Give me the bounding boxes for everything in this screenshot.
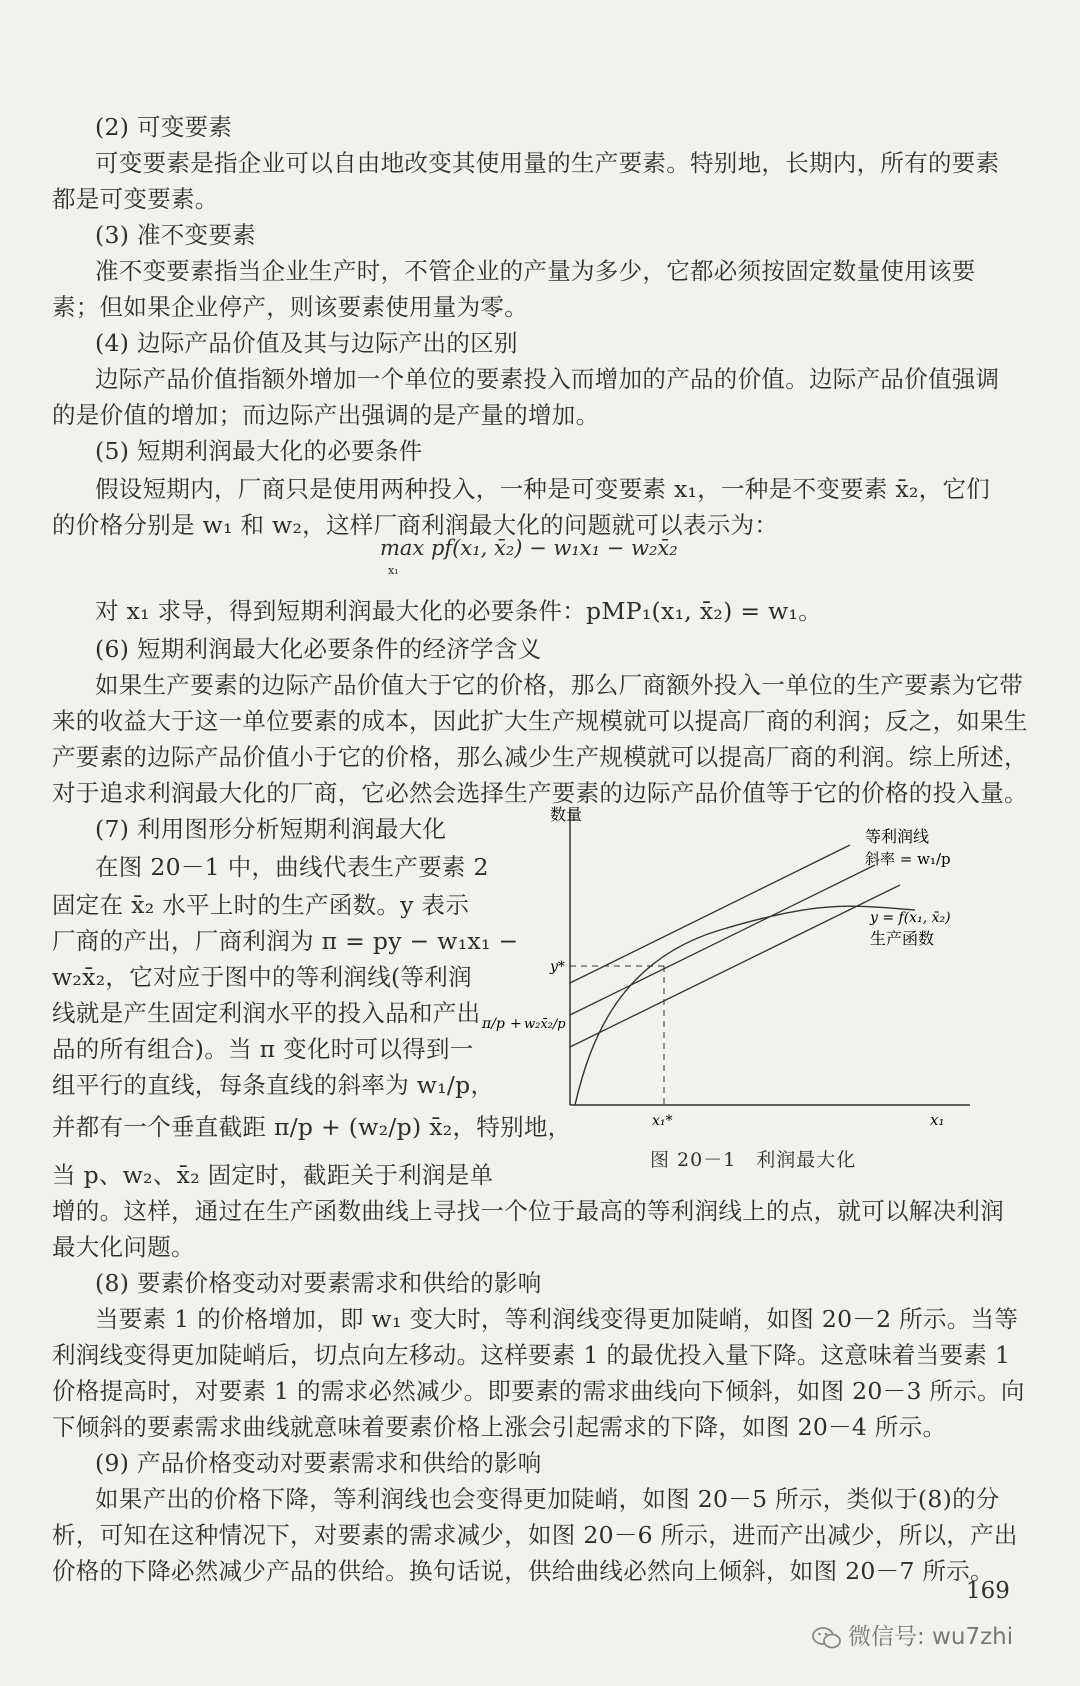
isoprofit-line-2 <box>570 865 875 1015</box>
intercept-plus: + <box>510 1016 522 1032</box>
y-star-label: y* <box>550 959 565 975</box>
body-line: 对于追求利润最大化的厂商，它必然会选择生产要素的边际产品价值等于它的价格的投入量。 <box>52 779 1028 807</box>
body-line: 利润线变得更加陡峭后，切点向左移动。这样要素 1 的最优投入量下降。这意味着当要素 1 <box>52 1341 1011 1369</box>
body-line: 组平行的直线，每条直线的斜率为 w₁/p， <box>52 1071 495 1099</box>
body-line: 边际产品价值指额外增加一个单位的要素投入而增加的产品的价值。边际产品价值强调 <box>95 365 1000 393</box>
profit-max-figure <box>482 800 1040 1150</box>
body-line: 固定在 x̄₂ 水平上时的生产函数。y 表示 <box>52 891 470 919</box>
x-axis-label: x₁ <box>930 1111 945 1129</box>
x-star-label: x₁* <box>652 1113 673 1129</box>
body-line: (5) 短期利润最大化的必要条件 <box>95 437 423 465</box>
wechat-watermark <box>812 1618 1013 1651</box>
body-line: (4) 边际产品价值及其与边际产出的区别 <box>95 329 518 357</box>
body-line: 素；但如果企业停产，则该要素使用量为零。 <box>52 293 528 321</box>
body-line: 准不变要素指当企业生产时，不管企业的产量为多少，它都必须按固定数量使用该要 <box>95 257 976 285</box>
body-line: 当 p、w₂、x̄₂ 固定时，截距关于利润是单 <box>52 1161 494 1189</box>
watermark-text: 微信号: wu7zhi <box>848 1624 1014 1650</box>
body-line: 如果产出的价格下降，等利润线也会变得更加陡峭，如图 20－5 所示，类似于(8)的分 <box>95 1485 1000 1513</box>
body-line: 如果生产要素的边际产品价值大于它的价格，那么厂商额外投入一单位的生产要素为它带 <box>95 671 1024 699</box>
intercept-w2-label: w₂x̄₂/p <box>524 1017 566 1032</box>
body-line: (8) 要素价格变动对要素需求和供给的影响 <box>95 1269 542 1297</box>
intercept-pi-label: π/p <box>482 1016 505 1032</box>
body-line: w₂x̄₂，它对应于图中的等利润线(等利润 <box>52 963 472 991</box>
body-line: (9) 产品价格变动对要素需求和供给的影响 <box>95 1449 542 1477</box>
profit-max-formula <box>380 536 678 577</box>
wechat-icon <box>812 1626 842 1650</box>
body-line: (3) 准不变要素 <box>95 221 256 249</box>
body-line: 来的收益大于这一单位要素的成本，因此扩大生产规模就可以提高厂商的利润；反之，如果生 <box>52 707 1028 735</box>
slope-label: 斜率 = w₁/p <box>865 850 951 868</box>
body-line: 假设短期内，厂商只是使用两种投入，一种是可变要素 x₁，一种是不变要素 x̄₂，它们 <box>95 475 991 503</box>
body-line: 在图 20－1 中，曲线代表生产要素 2 <box>95 853 489 881</box>
body-line: 价格提高时，对要素 1 的需求必然减少。即要素的需求曲线向下倾斜，如图 20－3 所示。向 <box>52 1377 1025 1405</box>
body-line: 都是可变要素。 <box>52 185 219 213</box>
isoprofit-line-1 <box>570 845 850 983</box>
body-line: 并都有一个垂直截距 π/p + (w₂/p) x̄₂，特别地， <box>52 1113 572 1141</box>
body-line: 的价格分别是 w₁ 和 w₂，这样厂商利润最大化的问题就可以表示为： <box>52 511 779 539</box>
body-line: 产要素的边际产品价值小于它的价格，那么减少生产规模就可以提高厂商的利润。综上所述， <box>52 743 1028 771</box>
body-line: (2) 可变要素 <box>95 113 233 141</box>
body-line: 价格的下降必然减少产品的供给。换句话说，供给曲线必然向上倾斜，如图 20－7 所示。 <box>52 1557 994 1585</box>
body-line: (6) 短期利润最大化必要条件的经济学含义 <box>95 635 542 663</box>
formula-subscript: x₁ <box>388 564 399 577</box>
production-function-curve <box>575 906 915 1105</box>
figure-caption: 图 20－1 利润最大化 <box>650 1149 857 1171</box>
y-axis-label: 数量 <box>550 805 583 824</box>
page-number: 169 <box>966 1578 1010 1604</box>
body-line: 下倾斜的要素需求曲线就意味着要素价格上涨会引起需求的下降，如图 20－4 所示。 <box>52 1413 947 1441</box>
body-line: 析，可知在这种情况下，对要素的需求减少，如图 20－6 所示，进而产出减少，所以，产出 <box>52 1521 1018 1549</box>
body-line: 的是价值的增加；而边际产出强调的是产量的增加。 <box>52 401 600 429</box>
body-line: 增的。这样，通过在生产函数曲线上寻找一个位于最高的等利润线上的点，就可以解决利润 <box>52 1197 1004 1225</box>
curve-name-label: 生产函数 <box>870 929 935 948</box>
isoprofit-label: 等利润线 <box>865 827 930 846</box>
curve-formula-label: y = f(x₁, x̄₂) <box>870 910 951 926</box>
body-line: 品的所有组合)。当 π 变化时可以得到一 <box>52 1035 474 1063</box>
body-line: 可变要素是指企业可以自由地改变其使用量的生产要素。特别地，长期内，所有的要素 <box>95 149 1000 177</box>
body-line: 当要素 1 的价格增加，即 w₁ 变大时，等利润线变得更加陡峭，如图 20－2 所示。当等 <box>95 1305 1019 1333</box>
body-line: 线就是产生固定利润水平的投入品和产出 <box>52 999 481 1027</box>
formula-text: max pf(x₁, x̄₂) − w₁x₁ − w₂x̄₂ <box>380 536 678 560</box>
body-line: 厂商的产出，厂商利润为 π = py − w₁x₁ − <box>52 927 519 955</box>
body-line: 对 x₁ 求导，得到短期利润最大化的必要条件：pMP₁(x₁, x̄₂) = w₁。 <box>95 597 823 625</box>
body-line: 最大化问题。 <box>52 1233 195 1261</box>
body-line: (7) 利用图形分析短期利润最大化 <box>95 815 447 843</box>
